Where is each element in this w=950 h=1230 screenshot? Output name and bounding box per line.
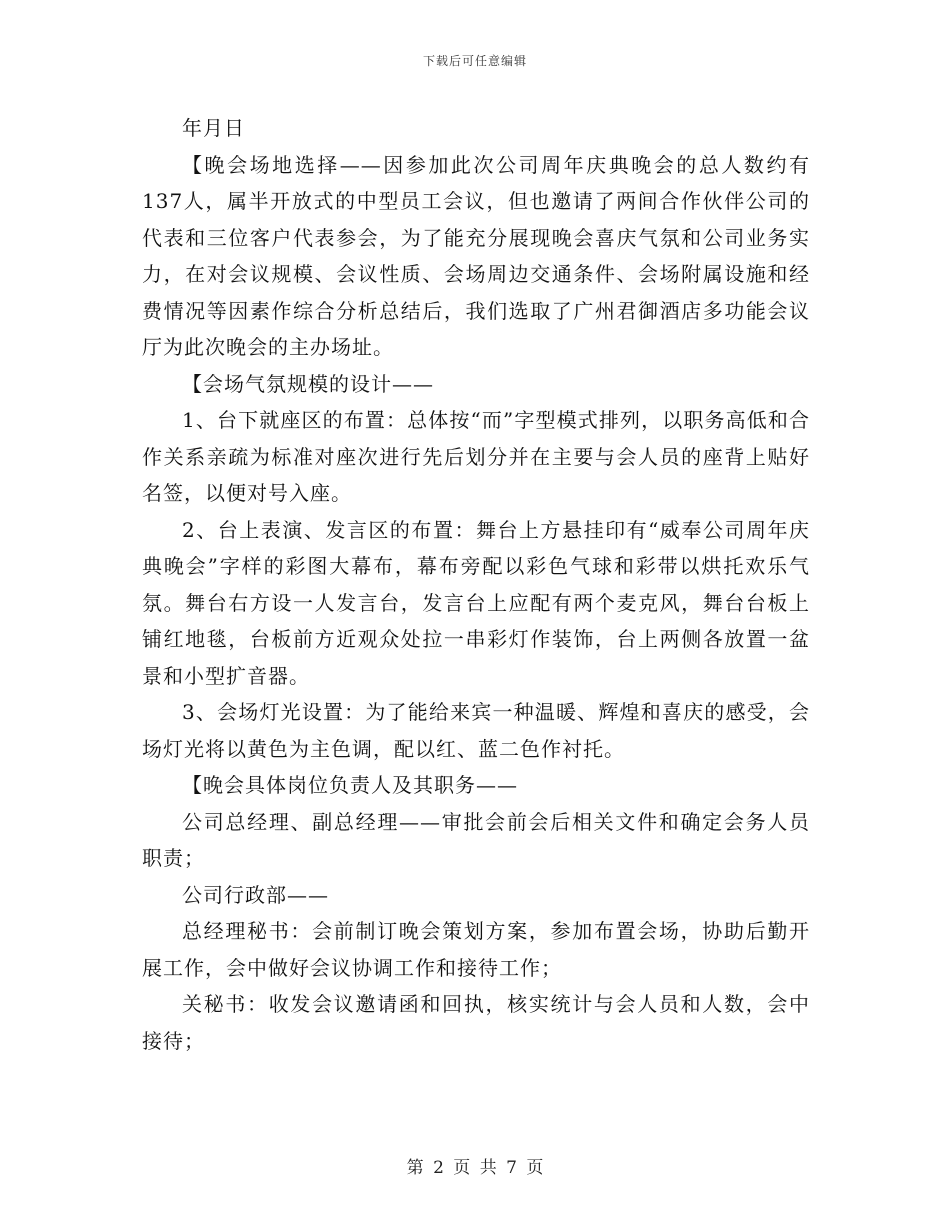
paragraph-stage-layout: 2、台上表演、发言区的布置：舞台上方悬挂印有“威奉公司周年庆典晚会”字样的彩图大幕布，幕布旁配以彩色气球和彩带以烘托欢乐气氛。舞台右方设一人发言台，发言台上应配有两个麦克风，舞台台板上铺红地毯，台板前方近观众处拉一串彩灯作装饰，台上两侧各放置一盆景和小型扩音器。 [142, 517, 810, 688]
paragraph-seating-layout: 1、台下就座区的布置：总体按“而”字型模式排列，以职务高低和合作关系亲疏为标准对座次进行先后划分并在主要与会人员的座背上贴好名签，以便对号入座。 [142, 408, 810, 505]
page-number: 第 2 页 共 7 页 [406, 1158, 544, 1178]
paragraph-date: 年月日 [182, 116, 245, 140]
paragraph-roles-heading: 【晚会具体岗位负责人及其职务—— [182, 773, 518, 797]
paragraph-general-manager: 公司总经理、副总经理——审批会前会后相关文件和确定会务人员职责； [142, 809, 810, 870]
paragraph-venue-selection: 【晚会场地选择——因参加此次公司周年庆典晚会的总人数约有137人，属半开放式的中型员工会议，但也邀请了两间合作伙伴公司的代表和三位客户代表参会，为了能充分展现晚会喜庆气氛和公司业务实力，在对会议规模、会议性质、会场周边交通条件、会场附属设施和经费情况等因素作综合分析总结后，我们选取了广州君御酒店多功能会议厅为此次晚会的主办场址。 [142, 152, 810, 359]
paragraph-lighting: 3、会场灯光设置：为了能给来宾一种温暖、辉煌和喜庆的感受，会场灯光将以黄色为主色调，配以红、蓝二色作衬托。 [142, 700, 810, 761]
paragraph-atmosphere-heading: 【会场气氛规模的设计—— [182, 371, 434, 396]
paragraph-secretary-guan: 关秘书：收发会议邀请函和回执，核实统计与会人员和人数，会中接待； [142, 992, 810, 1053]
paragraph-gm-secretary: 总经理秘书：会前制订晚会策划方案，参加布置会场，协助后勤开展工作，会中做好会议协调工作和接待工作； [142, 919, 810, 980]
document-body [142, 110, 810, 1059]
paragraph-admin-dept: 公司行政部—— [182, 882, 329, 907]
page-header-note: 下载后可任意编辑 [422, 54, 527, 68]
